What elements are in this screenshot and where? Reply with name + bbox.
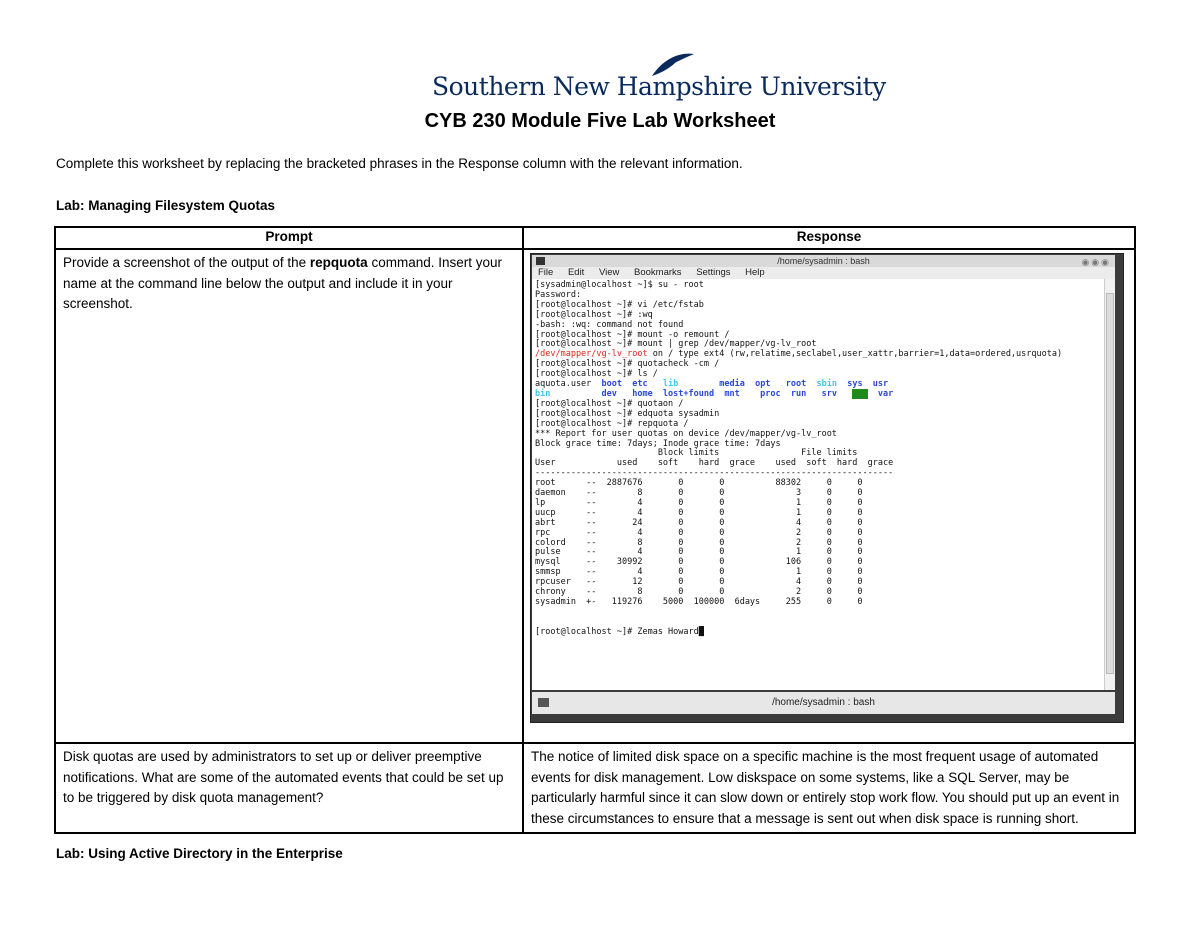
terminal-line: uucp -- 4 0 0 1 0 0 — [535, 507, 863, 518]
terminal-line: colord -- 8 0 0 2 0 0 — [535, 537, 863, 548]
terminal-line: [root@localhost ~]# quotaon / — [535, 398, 684, 409]
terminal-task-icon — [538, 698, 549, 707]
terminal-line: [sysadmin@localhost ~]$ su - root — [535, 280, 704, 290]
terminal-line: sysadmin +- 119276 5000 100000 6days 255 0 0 — [535, 597, 863, 607]
command-name: repquota — [309, 255, 368, 270]
terminal-prompt-name[interactable]: [root@localhost ~]# Zemas Howard█ — [535, 626, 704, 637]
terminal-line: [root@localhost ~]# ls / — [535, 369, 658, 380]
terminal-line — [535, 608, 1115, 618]
taskbar-title: /home/sysadmin : bash — [772, 697, 875, 708]
mount-device: /dev/mapper/vg-lv_root — [535, 349, 648, 360]
terminal-line: *** Report for user quotas on device /dev/mapper/vg-lv_root — [535, 428, 837, 439]
terminal-line: [root@localhost ~]# mount | grep /dev/mapper/vg-lv_root — [535, 339, 817, 350]
terminal-line-ls-1: aquota.user boot etc lib media opt root sbin sys usr — [535, 379, 889, 390]
menu-item-edit: Edit — [567, 267, 585, 278]
section-heading-active-directory: Lab: Using Active Directory in the Enterprise — [56, 846, 343, 861]
column-header-prompt: Prompt — [55, 227, 523, 249]
university-name: Southern New Hampshire University — [432, 72, 886, 101]
table-row — [55, 743, 1135, 833]
terminal-window-title: /home/sysadmin : bash — [777, 256, 870, 266]
menu-item-file: File — [538, 267, 554, 278]
table-header-row — [55, 227, 1135, 249]
terminal-line: [root@localhost ~]# repquota / — [535, 418, 689, 429]
section-heading-quotas: Lab: Managing Filesystem Quotas — [56, 198, 276, 213]
terminal-line: root -- 2887676 0 0 88302 0 0 — [535, 478, 863, 489]
column-header-response: Response — [523, 227, 1135, 249]
terminal-line: rpcuser -- 12 0 0 4 0 0 — [535, 577, 863, 588]
terminal-line: -bash: :wq: command not found — [535, 319, 684, 330]
table-row — [55, 249, 1135, 743]
terminal-line: /dev/mapper/vg-lv_root on / type ext4 (rw,relatime,seclabel,user_xattr,barrier=1,data=ordered,usrquota) — [535, 349, 1063, 360]
terminal-taskbar — [532, 692, 1115, 714]
prompt-cell-1: Provide a screenshot of the output of the repquota command. Insert your name at the command line below the output and include it in your screenshot. — [55, 249, 523, 743]
terminal-line-ls-2: bin dev home lost+found mnt proc run srv tmp var — [535, 388, 894, 399]
terminal-line: [root@localhost ~]# quotacheck -cm / — [535, 359, 720, 370]
terminal-line: [root@localhost ~]# :wq — [535, 309, 653, 320]
response-cell-2: The notice of limited disk space on a specific machine is the most frequent usage of automated events for disk management. Low diskspace on some systems, like a SQL Server, may be particularly harmful since it can slow down or entirely stop work flow. You should put up an event in these circumstances to ensure that a message is sent out when disk space is running short. — [523, 743, 1135, 833]
terminal-screenshot — [530, 253, 1124, 723]
cursor-icon: █ — [698, 626, 704, 637]
terminal-line: Block grace time: 7days; Inode grace time: 7days — [535, 438, 781, 449]
terminal-line: [root@localhost ~]# vi /etc/fstab — [535, 299, 704, 310]
terminal-line: mysql -- 30992 0 0 106 0 0 — [535, 557, 863, 568]
window-controls-icon: ◉◉◉ — [1081, 257, 1111, 267]
terminal-line: chrony -- 8 0 0 2 0 0 — [535, 587, 863, 598]
terminal-menubar — [532, 267, 1115, 279]
menu-item-view: View — [598, 267, 620, 278]
page-title: CYB 230 Module Five Lab Worksheet — [424, 110, 776, 132]
quill-icon — [650, 52, 696, 78]
terminal-line: Block limits File limits — [535, 448, 858, 459]
terminal-titlebar — [532, 255, 1115, 267]
terminal-line: smmsp -- 4 0 0 1 0 0 — [535, 567, 863, 578]
terminal-line: abrt -- 24 0 0 4 0 0 — [535, 517, 863, 528]
university-logo — [432, 52, 886, 108]
response-cell-1 — [523, 249, 1135, 743]
worksheet-table — [54, 226, 1136, 834]
terminal-output — [532, 279, 1115, 690]
terminal-line: rpc -- 4 0 0 2 0 0 — [535, 527, 863, 538]
menu-item-settings: Settings — [696, 267, 731, 278]
prompt-cell-2: Disk quotas are used by administrators to set up or deliver preemptive notifications. What are some of the automated events that could be set up to be triggered by disk quota management? — [55, 743, 523, 833]
terminal-scrollbar[interactable] — [1104, 279, 1115, 690]
terminal-line: pulse -- 4 0 0 1 0 0 — [535, 547, 863, 558]
terminal-line: User used soft hard grace used soft hard grace — [535, 458, 894, 469]
terminal-line: [root@localhost ~]# mount -o remount / — [535, 329, 730, 340]
menu-item-help: Help — [745, 267, 765, 278]
terminal-line: lp -- 4 0 0 1 0 0 — [535, 497, 863, 508]
terminal-line: daemon -- 8 0 0 3 0 0 — [535, 488, 863, 499]
intro-text: Complete this worksheet by replacing the bracketed phrases in the Response column with the relevant information. — [56, 156, 743, 171]
menu-item-bookmarks: Bookmarks — [634, 267, 682, 278]
terminal-line: [root@localhost ~]# edquota sysadmin — [535, 408, 720, 419]
scrollbar-thumb[interactable] — [1106, 293, 1114, 674]
terminal-line: Password: — [535, 289, 582, 300]
terminal-app-icon — [536, 257, 545, 265]
terminal-line: ---------------------------------------------------------------------- — [535, 468, 894, 479]
